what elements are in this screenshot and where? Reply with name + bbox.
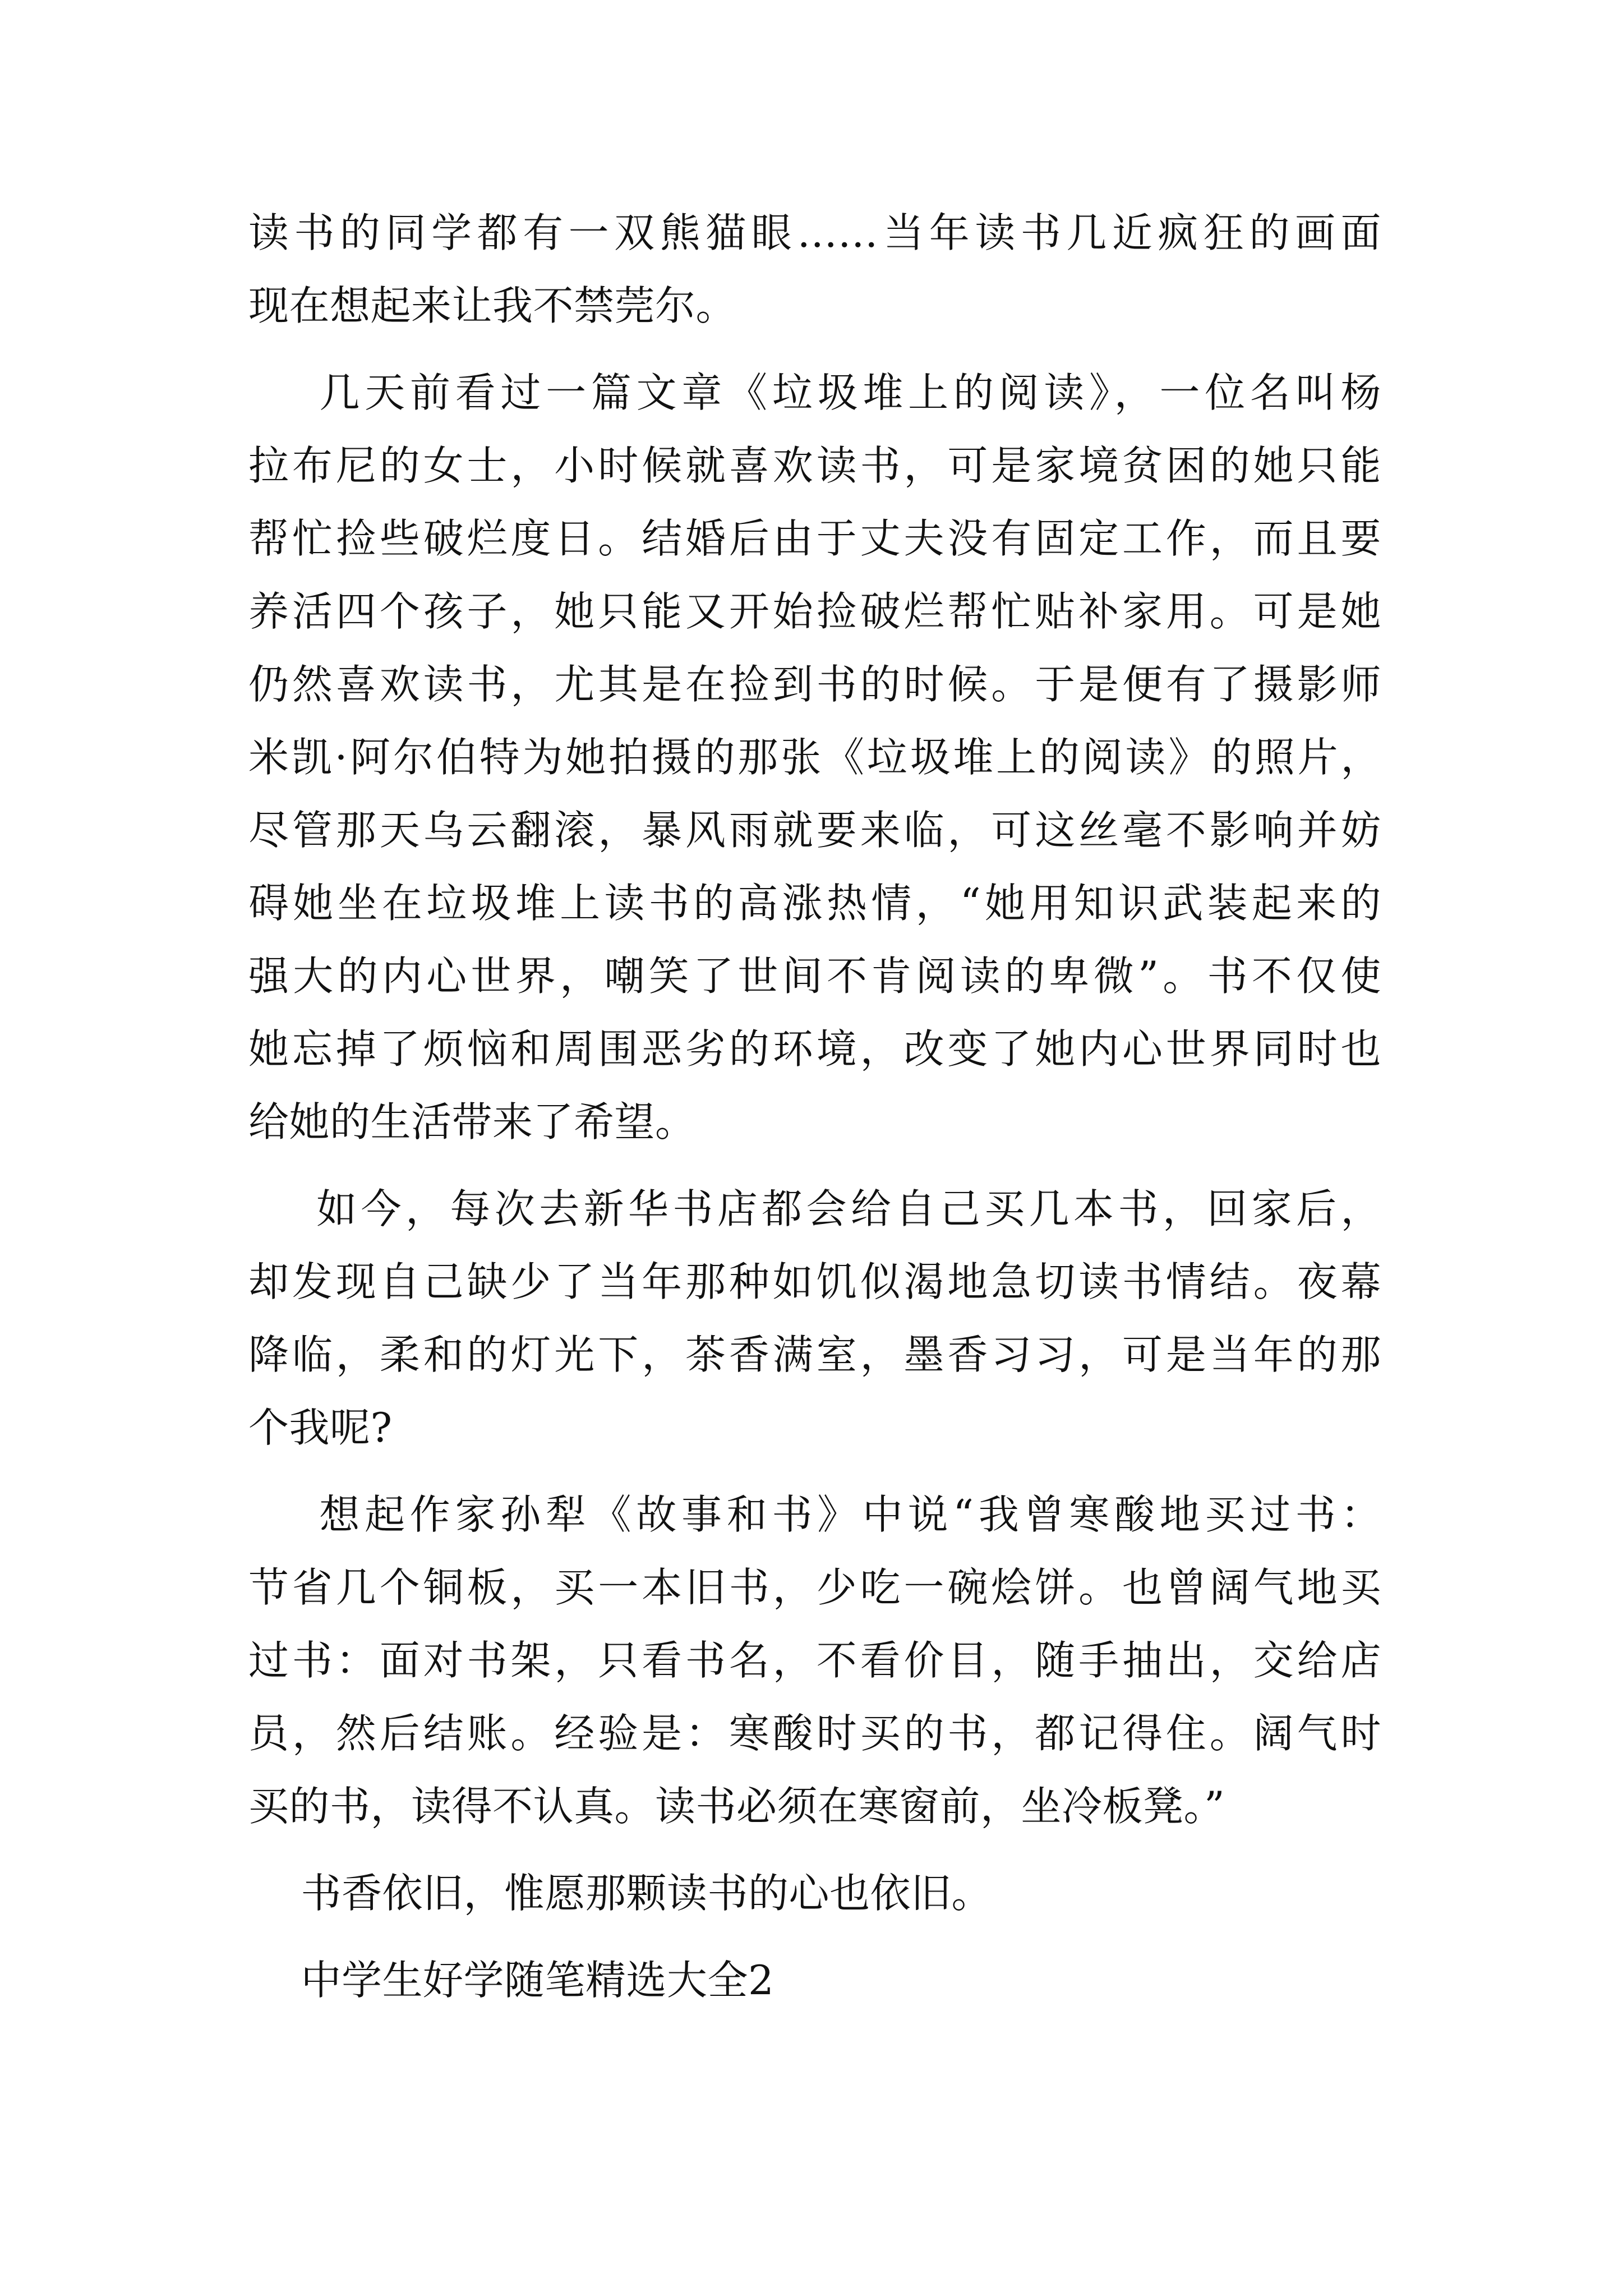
text-line: 帮忙捡些破烂度日。结婚后由于丈夫没有固定工作，而且要 — [248, 515, 1381, 562]
text-line: 读书的同学都有一双熊猫眼……当年读书几近疯狂的画面 — [248, 209, 1381, 256]
paragraph-4 — [248, 1478, 1381, 1843]
text-line: 个我呢? — [248, 1404, 393, 1451]
heading-text: 中学生好学随笔精选大全2 — [248, 1957, 774, 2004]
body-text — [248, 196, 1381, 2017]
text-line: 降临，柔和的灯光下，茶香满室，墨香习习，可是当年的那 — [248, 1331, 1381, 1378]
text-line: 现在想起来让我不禁莞尔。 — [248, 282, 737, 329]
text-line: 强大的内心世界，嘲笑了世间不肯阅读的卑微”。书不仅使 — [248, 953, 1381, 1000]
paragraph-5 — [248, 1857, 1381, 1930]
text-line: 仍然喜欢读书，尤其是在捡到书的时候。于是便有了摄影师 — [248, 661, 1381, 708]
text-line: 却发现自己缺少了当年那种如饥似渴地急切读书情结。夜幕 — [248, 1258, 1381, 1305]
text-line: 如今，每次去新华书店都会给自己买几本书，回家后， — [248, 1185, 1381, 1232]
text-line: 过书：面对书架，只看书名，不看价目，随手抽出，交给店 — [248, 1637, 1381, 1684]
text-line: 书香依旧，惟愿那颗读书的心也依旧。 — [248, 1870, 993, 1917]
paragraph-1 — [248, 196, 1381, 342]
text-line: 养活四个孩子，她只能又开始捡破烂帮忙贴补家用。可是她 — [248, 588, 1381, 635]
section-heading — [248, 1944, 1381, 2017]
text-line: 想起作家孙犁《故事和书》中说“我曾寒酸地买过书： — [248, 1491, 1381, 1538]
paragraph-2 — [248, 356, 1381, 1158]
text-line: 节省几个铜板，买一本旧书，少吃一碗烩饼。也曾阔气地买 — [248, 1564, 1381, 1611]
text-line: 拉布尼的女士，小时候就喜欢读书，可是家境贫困的她只能 — [248, 442, 1381, 489]
text-line: 碍她坐在垃圾堆上读书的高涨热情，“她用知识武装起来的 — [248, 880, 1381, 927]
text-line: 给她的生活带来了希望。 — [248, 1098, 696, 1145]
text-line: 员，然后结账。经验是：寒酸时买的书，都记得住。阔气时 — [248, 1710, 1381, 1757]
paragraph-3 — [248, 1172, 1381, 1464]
text-line: 几天前看过一篇文章《垃圾堆上的阅读》，一位名叫杨 — [248, 369, 1381, 416]
text-line: 尽管那天乌云翻滚，暴风雨就要来临，可这丝毫不影响并妨 — [248, 807, 1381, 854]
text-line: 米凯·阿尔伯特为她拍摄的那张《垃圾堆上的阅读》的照片， — [248, 734, 1381, 781]
text-line: 买的书，读得不认真。读书必须在寒窗前，坐冷板凳。” — [248, 1783, 1225, 1830]
text-line: 她忘掉了烦恼和周围恶劣的环境，改变了她内心世界同时也 — [248, 1025, 1381, 1073]
